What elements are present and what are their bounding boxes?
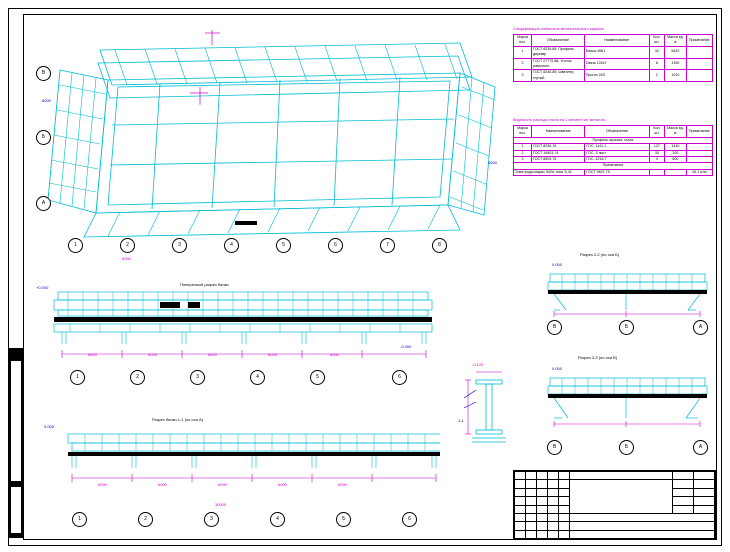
section-main-dim-4: 6000 <box>268 352 277 357</box>
tb-cell <box>548 472 559 480</box>
plan-axis-bubble-1: 1 <box>68 238 83 253</box>
cell-designation: ГОСТ 8239-89, Профиль двутавр <box>532 46 585 58</box>
detail-right-top-level: 0.000 <box>552 262 563 267</box>
table-header-row <box>514 126 713 138</box>
cell-mass: 1440 <box>665 144 686 150</box>
title-block-table <box>514 471 715 539</box>
detail-right-bottom-axis-b: Б <box>619 440 634 455</box>
cell-mark: 3 <box>514 70 532 82</box>
section-main-level-top: +0.000 <box>36 285 49 290</box>
plan-axis-bubble-a: А <box>36 196 51 211</box>
tb-cell <box>548 513 559 521</box>
tb-cell <box>515 530 526 538</box>
cell-designation: ГОС. 1141-1 <box>585 144 649 150</box>
section-main-geometry <box>40 288 440 368</box>
section-main-dim-3: 6000 <box>208 352 217 357</box>
section-main-axis-4: 4 <box>250 370 265 385</box>
tb-cell <box>515 513 526 521</box>
tb-cell <box>673 472 694 480</box>
section-bottom-dim-1: 6000 <box>98 482 107 487</box>
tb-cell <box>548 505 559 513</box>
title-block <box>513 470 716 540</box>
cell-designation: ГОС. 3 лист <box>585 150 649 156</box>
tb-cell <box>548 522 559 530</box>
cell-footer-note: 26.1 кг/м <box>686 169 712 175</box>
detail-right-top-axis-b: Б <box>619 320 634 335</box>
tb-cell <box>537 488 548 496</box>
cell-qty: 127 <box>649 144 665 150</box>
section-bottom-dim-2: 6000 <box>158 482 167 487</box>
plan-axis-bubble-5: 5 <box>276 238 291 253</box>
detail-right-top-geometry <box>540 266 715 328</box>
cell-mass: 320 <box>665 150 686 156</box>
cell-name: Связь 100х7 <box>584 58 649 70</box>
section-main-label: Поперечный разрез балки <box>180 282 229 287</box>
tb-cell <box>515 522 526 530</box>
tb-cell <box>537 480 548 488</box>
tb-cell <box>526 522 537 530</box>
section-main-axis-6: 6 <box>392 370 407 385</box>
section-main-level-bottom: -0.400 <box>400 344 412 349</box>
col-mass: Масса ед. кг <box>665 35 686 47</box>
sheet-left-binding-slot-1 <box>10 360 22 482</box>
tb-cell <box>673 480 694 488</box>
detail-right-top-axis-a: А <box>693 320 708 335</box>
col-qty: Кол. шт. <box>649 35 665 47</box>
section-bottom-level: 0.000 <box>44 424 55 429</box>
tb-cell-wide <box>570 530 715 538</box>
tb-cell-wide <box>570 522 715 530</box>
col-note: Примечание <box>686 35 712 47</box>
plan-axis-bubble-b: Б <box>36 130 51 145</box>
table-header-row <box>514 35 713 47</box>
tb-cell <box>526 513 537 521</box>
col-mark: Марка поз. <box>514 126 532 138</box>
tb-cell <box>537 513 548 521</box>
cell-footer-qty <box>649 169 665 175</box>
cell-name: ГОСТ 19903-74 <box>532 150 585 156</box>
tb-cell <box>694 480 715 488</box>
cell-qty: 32 <box>649 46 665 58</box>
tb-cell <box>515 488 526 496</box>
plan-axis-bubble-v: В <box>36 66 51 81</box>
tb-cell <box>515 480 526 488</box>
col-name: Наименование <box>532 126 585 138</box>
cell-name: Прогон 24П <box>584 70 649 82</box>
plan-axis-bubble-3: 3 <box>172 238 187 253</box>
detail-right-top-axis-v: В <box>547 320 562 335</box>
tb-cell <box>548 488 559 496</box>
tb-cell <box>694 472 715 480</box>
title-block-row <box>515 472 715 480</box>
detail-right-bottom-label: Разрез 3-3 (по оси В) <box>578 355 618 360</box>
cell-name: Балка 40Б1 <box>584 46 649 58</box>
table-row <box>514 46 713 58</box>
cell-designation: ГОС. 4216-7 <box>585 156 649 162</box>
section-bottom-axis-2: 2 <box>138 512 153 527</box>
col-designation: Обозначение <box>532 35 585 47</box>
section-bottom-axis-6: 6 <box>402 512 417 527</box>
detail-beam-geometry <box>462 368 522 458</box>
col-qty: Кол. шт. <box>649 126 665 138</box>
cell-qty: 8 <box>649 58 665 70</box>
tb-cell <box>526 505 537 513</box>
section-bottom-label: Разрез балки 1-1 (по оси А) <box>152 417 204 422</box>
tb-cell <box>526 488 537 496</box>
section-bottom-dim-3: 6000 <box>218 482 227 487</box>
tb-cell <box>548 530 559 538</box>
tb-cell-wide <box>570 472 673 480</box>
tb-cell <box>559 497 570 505</box>
spec-table-1 <box>513 34 713 82</box>
section-bottom-total: 30000 <box>215 502 227 507</box>
tb-cell-wide <box>570 480 673 514</box>
tb-cell <box>694 497 715 505</box>
tb-cell <box>526 530 537 538</box>
tb-cell <box>559 522 570 530</box>
cell-mass: 1390 <box>665 58 686 70</box>
spec-table-2 <box>513 125 713 176</box>
detail-right-bottom-level: 0.000 <box>552 366 563 371</box>
section-main-dim-5: 6000 <box>330 352 339 357</box>
section-main-axis-1: 1 <box>70 370 85 385</box>
detail-beam-label: 1-1 <box>458 418 464 423</box>
plan-level-left: 6000 <box>42 98 51 103</box>
cell-footer-name: Электроды марки Э42А типа Э-42 <box>514 169 585 175</box>
cell-qty: 4 <box>649 156 665 162</box>
cell-footer-mass <box>665 169 686 175</box>
tb-cell <box>537 530 548 538</box>
cell-mark: 1 <box>514 144 532 150</box>
cell-designation: ГОСТ 27772-88, Уголок равнопол. <box>532 58 585 70</box>
plan-geometry <box>40 25 500 250</box>
plan-axis-bubble-7: 7 <box>380 238 395 253</box>
tb-cell <box>526 480 537 488</box>
col-mass: Масса ед. кг <box>665 126 686 138</box>
tb-cell <box>515 497 526 505</box>
tb-cell <box>537 522 548 530</box>
section-bottom-geometry <box>40 428 440 498</box>
cell-subheader: Профиль проката, сталь <box>514 137 713 143</box>
cell-note <box>686 46 712 58</box>
section-bottom-axis-1: 1 <box>72 512 87 527</box>
section-main-axis-5: 5 <box>310 370 325 385</box>
tb-cell <box>548 480 559 488</box>
cell-mark: 1 <box>514 46 532 58</box>
tb-cell <box>515 472 526 480</box>
tb-cell <box>673 497 694 505</box>
tb-cell <box>694 505 715 513</box>
tb-cell <box>559 488 570 496</box>
detail-right-bottom-geometry <box>540 370 715 440</box>
cell-qty: 30 <box>649 150 665 156</box>
detail-right-bottom-axis-a: А <box>693 440 708 455</box>
spec-table-1-caption: Спецификация элементов металлического каркаса <box>513 27 604 31</box>
cell-name: ГОСТ 8509-76 <box>532 156 585 162</box>
section-bottom-dim-4: 6000 <box>278 482 287 487</box>
cell-designation: ГОСТ 8240-89, Швеллер гнутый <box>532 70 585 82</box>
title-block-row <box>515 530 715 538</box>
cell-footer-label: Примечания <box>514 163 713 169</box>
detail-right-top-label: Разрез 2-2 (по оси Б) <box>580 252 620 257</box>
cell-footer-designation: ГОСТ 9467-75 <box>585 169 649 175</box>
tb-cell <box>526 472 537 480</box>
plan-axis-bubble-4: 4 <box>224 238 239 253</box>
table-row <box>514 58 713 70</box>
cell-name: ГОСТ 8239-76 <box>532 144 585 150</box>
cell-qty: 2 <box>649 70 665 82</box>
tb-cell <box>559 472 570 480</box>
table-footer-row <box>514 169 713 175</box>
detail-beam-note: -0.120 <box>472 362 484 367</box>
tb-cell <box>526 497 537 505</box>
tb-cell <box>559 480 570 488</box>
cell-mark: 3 <box>514 156 532 162</box>
detail-right-bottom-axis-v: В <box>547 440 562 455</box>
col-note: Примечание <box>686 126 712 138</box>
title-block-row <box>515 480 715 488</box>
tb-cell <box>559 505 570 513</box>
section-main-dim-2: 6000 <box>148 352 157 357</box>
plan-mark-right: 4000 <box>488 160 497 165</box>
spec-table-2-caption: Ведомость расхода стали на 1 элемент кв. металла <box>513 118 605 122</box>
title-block-row <box>515 522 715 530</box>
plan-axis-bubble-2: 2 <box>120 238 135 253</box>
cell-mark: 2 <box>514 150 532 156</box>
tb-cell <box>694 488 715 496</box>
section-bottom-axis-4: 4 <box>270 512 285 527</box>
cell-note <box>686 58 712 70</box>
table-row <box>514 70 713 82</box>
cell-mark: 2 <box>514 58 532 70</box>
col-name: Наименование <box>584 35 649 47</box>
plan-axis-bubble-6: 6 <box>328 238 343 253</box>
section-bottom-axis-5: 5 <box>336 512 351 527</box>
cell-note <box>686 70 712 82</box>
cell-mass: 5420 <box>665 46 686 58</box>
section-main-dim-1: 6000 <box>88 352 97 357</box>
title-block-row <box>515 513 715 521</box>
tb-cell <box>537 497 548 505</box>
section-main-axis-2: 2 <box>130 370 145 385</box>
cell-mass: 600 <box>665 156 686 162</box>
section-main-axis-3: 3 <box>190 370 205 385</box>
tb-cell <box>559 513 570 521</box>
tb-cell <box>537 505 548 513</box>
sheet-left-binding-slot-2 <box>10 486 22 534</box>
tb-cell <box>673 505 694 513</box>
section-bottom-dim-5: 6000 <box>338 482 347 487</box>
col-designation: Обозначение <box>585 126 649 138</box>
plan-axis-bubble-8: 8 <box>432 238 447 253</box>
plan-dim-bottom: 6000 <box>122 256 131 261</box>
tb-cell-wide <box>570 513 715 521</box>
tb-cell <box>673 488 694 496</box>
tb-cell <box>537 472 548 480</box>
tb-cell <box>559 530 570 538</box>
tb-cell <box>515 505 526 513</box>
col-mark: Марка поз. <box>514 35 532 47</box>
cell-mass: 1010 <box>665 70 686 82</box>
section-bottom-axis-3: 3 <box>204 512 219 527</box>
tb-cell <box>548 497 559 505</box>
